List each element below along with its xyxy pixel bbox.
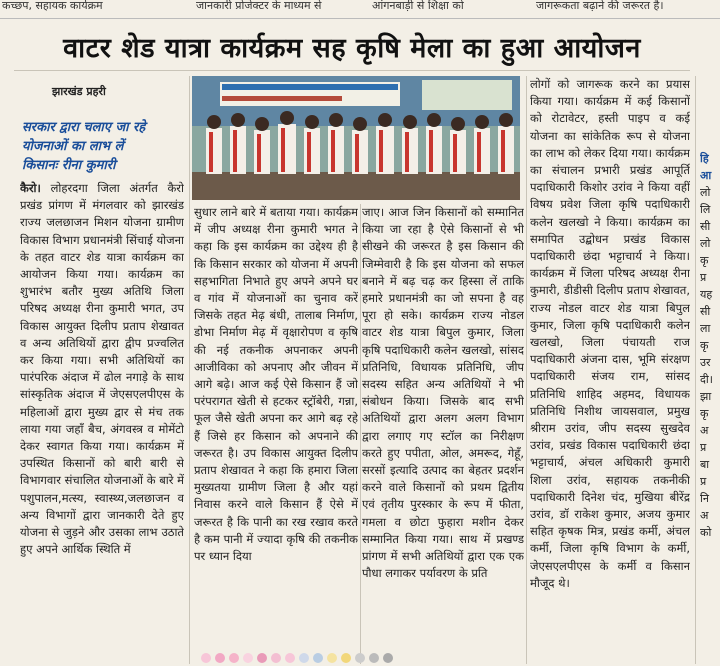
column-text: लोहरदगा जिला अंतर्गत कैरो प्रखंड प्रांगण में मंगलवार को झारखंड राज्य जलछाजन मिशन योजना ग्रामीण विकास विभाग प्रधानमंत्री सिंचाई योजना के तहत वाटर शेड यात्रा कार्यक्रम का आयोजन किया गया। कार्यक्रम का शुभारंभ बतौर मुख्य अतिथि जिला परिषद अध्यक्ष रीना कुमारी भगत, उप विकास आयुक्त दिलीप प्रताप शेखावत व अन्य अतिथियों द्वारा द्वीप प्रज्वलित कर किया गया। सभी अतिथियों का पारंपरिक अंदाज में ढोल नगाड़े के साथ सांस्कृतिक अंदाज में जेएसएलपीएस के महिलाओं द्वारा मुख्य द्वार से मंच तक लाया गया जहाँ बैच, अंगवस्त्र व मोमेंटो देकर स्वागत किया गया। कार्यक्रम में उपस्थित किसानों को बारी बारी से विभागवार संचालित योजनाओं के बारे में पशुपालन,मत्स्य, स्वास्थ्य,जलछाजन व अन्य विभागों द्वारा जानकारी देते हुए योजना से जुड़ने और उसका लाभ उठाते हुए अपने आर्थिक स्थिति में bbox=[20, 181, 184, 557]
column-text: सुधार लाने बारे में बताया गया। कार्यक्रम में जीप अध्यक्ष रीना कुमारी भगत ने कहा कि इस कार्यक्रम का उद्देश्य ही है कि किसान सरकार को योजना में अपनी सहभागिता निभाते हुए अपने अपने घर व गांव में योजनाओं का चुनाव करें जिसके तहत मेढ़ बंधी, तालाब निर्माण, डोभा निर्माण मेढ़ में वृक्षारोपण व कृषि की नई तकनीक अपनाकर अपनी आजीविका को अपनाए और जीवन में आगे बढ़े। आज कई ऐसे किसान हैं जो परंपरागत खेती से हटकर स्ट्रॉबेरी, गन्ना, फूल जैसे खेती अपना कर आगे बढ़ रहे हैं जिसे हर किसान को अपनाने की जरूरत है। उप विकास आयुक्त दिलीप प्रताप शेखावत ने कहा कि हमारा जिला मुख्यतया ग्रामीण जिला है और यहां निवास करने वाले किसान हैं ऐसे में जरूरत है कि पानी का रख रखाव करते है कम पानी में ज्यादा कृषि की तकनीक पर ध्यान दिया bbox=[194, 205, 358, 564]
stage-scene-image bbox=[192, 76, 520, 200]
strip-line: बा bbox=[700, 458, 710, 471]
column-divider bbox=[695, 76, 696, 664]
strip-line: लो bbox=[700, 237, 711, 250]
column-divider bbox=[360, 204, 361, 664]
strip-line: लो bbox=[700, 186, 711, 199]
top-strip bbox=[0, 0, 720, 19]
strip-line: कृ bbox=[700, 254, 709, 267]
strip-line: सी bbox=[700, 220, 711, 233]
article-column-2 bbox=[194, 204, 358, 664]
subhead bbox=[22, 118, 182, 175]
column-text: जाए। आज जिन किसानों को सम्मानित किया जा रहा है ऐसे किसानों से भी सीखने की जरूरत है इस किसान की जिम्मेवारी है कि इस योजना को सफल बनाने में बढ़ चढ़ कर हिस्सा लें ताकि हमारे प्रधानमंत्री का जो सपना है वह पूरा हो सके। कार्यक्रम राज्य नोडल वाटर शेड यात्रा बिपुल कुमार, जिला कृषि पदाधिकारी कलेन खलखो, सांसद प्रतिनिधि, विधायक प्रतिनिधि, जीप सदस्य सहित अन्य अतिथियों ने भी संबोधन किया। जिसके बाद सभी अतिथियों द्वारा अलग अलग विभाग द्वारा लगाए गए स्टॉल का निरीक्षण करते हुए पपीता, ओल, अमरूद, गेहूँ, सरसों इत्यादि उत्पाद का बेहतर प्रदर्शन करने वाले किसानों को प्रथम द्वितीय एवं तृतीय पुरस्कार के रूप में फीता, गमला व छोटा फुहारा मशीन देकर सम्मानित किया गया। साथ में प्रखण्ड प्रांगण में सभी अतिथियों द्वारा एक एक पौधा लगाकर पर्यावरण के प्रति bbox=[362, 205, 524, 581]
strip-line: नि bbox=[700, 492, 709, 505]
article-column-1 bbox=[20, 180, 184, 664]
event-photo bbox=[192, 76, 520, 200]
strip-line: यह bbox=[700, 288, 713, 301]
strip-line: कृ bbox=[700, 407, 709, 420]
strip-line: झा bbox=[700, 390, 712, 403]
subhead-line: किसानः रीना कुमारी bbox=[22, 158, 116, 173]
column-divider bbox=[189, 76, 190, 664]
strip-line: सी bbox=[700, 305, 711, 318]
subhead-line: सरकार द्वारा चलाए जा रहे bbox=[22, 120, 146, 135]
strip-line: अ bbox=[700, 424, 709, 437]
top-fragment: कच्छप, सहायक कार्यक्रम bbox=[2, 0, 103, 12]
strip-line: लि bbox=[700, 203, 711, 216]
dateline: कैरो। bbox=[20, 181, 41, 195]
strip-line: ला bbox=[700, 322, 711, 335]
article-column-3 bbox=[362, 204, 524, 664]
headline: वाटर शेड यात्रा कार्यक्रम सह कृषि मेला का हुआ आयोजन bbox=[63, 33, 641, 64]
strip-line: अ bbox=[700, 509, 709, 522]
strip-line: आ bbox=[700, 169, 712, 182]
column-divider bbox=[526, 76, 527, 664]
strip-line: प्र bbox=[700, 475, 707, 488]
top-fragment: जानकारी प्रोजेक्टर के माध्यम से bbox=[196, 0, 322, 12]
subhead-line: योजनाओं का लाभ लें bbox=[22, 139, 124, 154]
article-column-4 bbox=[530, 76, 690, 664]
strip-line: प्र bbox=[700, 441, 707, 454]
top-fragment: आंगनबाड़ी से शिक्षा को bbox=[372, 0, 464, 12]
byline: झारखंड प्रहरी bbox=[52, 85, 106, 98]
strip-line: कृ bbox=[700, 339, 709, 352]
headline-rule bbox=[14, 70, 690, 71]
strip-line: को bbox=[700, 526, 712, 539]
strip-line: उर bbox=[700, 356, 711, 369]
top-fragment: जागरूकता बढ़ाने की जरूरत है। bbox=[536, 0, 664, 12]
strip-line: दी। bbox=[700, 373, 713, 386]
color-registration-dots bbox=[200, 652, 500, 664]
adjacent-article-strip bbox=[700, 150, 720, 666]
column-text: लोगों को जागरूक करने का प्रयास किया गया। कार्यक्रम में कई किसानों को रोटावेटर, हस्ती पाइप व कई योजना का सांकेतिक रूप से योजना का लाभ को लेकर दिया गया। कार्यक्रम का संचालन प्रभारी प्रखंड आपूर्ति पदाधिकारी किशोर उरांव ने किया वहीं विषय प्रवेश जिला कृषि पदाधिकारी कलेन खलखो ने किया। कार्यक्रम का समापित उद्बोधन प्रखंड विकास पदाधिकारी छंदा भट्टाचार्य ने किया। कार्यक्रम में जिला परिषद अध्यक्ष रीना कुमारी, डीडीसी दिलीप प्रताप शेखावत, राज्य नोडल वाटर शेड यात्रा बिपुल कुमार, जिला कृषि पदाधिकारी कलेन खलखो, जिला पंचायती राज पदाधिकारी अंजना दास, भूमि संरक्षण पदाधिकारी संजय राम, सांसद प्रतिनिधि शाहिद अहमद, विधायक प्रतिनिधि निशीथ जायसवाल, प्रमुख श्रीराम उरांव, जीप सदस्य सुखदेव उरांव, प्रखंड विकास पदाधिकारी छंदा भट्टाचार्य, अंचल अधिकारी कुमारी शिला उरांव, सहायक तकनीकी पदाधिकारी दिनेश चंद, मुखिया बीरेंद्र उरांव, डॉ राकेश कुमार, अजय कुमार सहित कृषक मित्र, प्रखंड कर्मी, अंचल कर्मी, जिला कृषि विभाग के कर्मी, जेएसएलपीएस के कर्मी व किसान मौजूद थे। bbox=[530, 77, 690, 590]
strip-line: प्र bbox=[700, 271, 707, 284]
strip-line: हि bbox=[700, 152, 709, 165]
